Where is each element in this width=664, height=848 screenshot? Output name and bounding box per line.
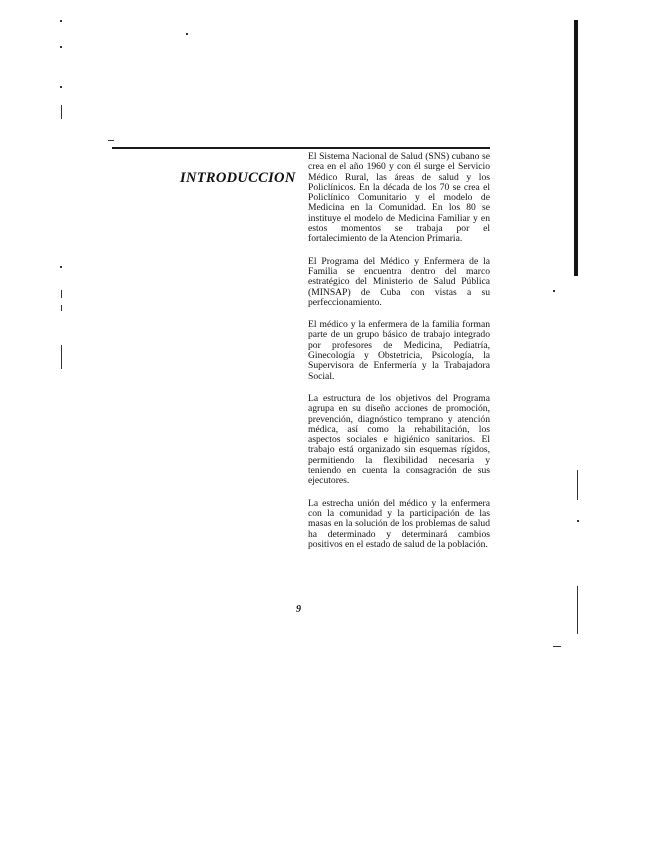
scan-speck [553,290,555,292]
page-number: 9 [296,604,301,615]
scan-dash [553,646,561,647]
paragraph-2: El Programa del Médico y Enfermera de la Familia se encuentra dentro del marco estratégico del Ministerio de Salud Pública (MINSAP) de Cuba con vistas a su perfeccionamiento. [308,255,490,308]
paragraph-4: La estructura de los objetivos del Programa agrupa en su diseño acciones de promoción, prevención, diagnóstico temprano y atención médica, así como la rehabilitación, los aspectos sociales e higiénico sanitarios. El trabajo está organizado sin esquemas rígidos, permitiendo la flexibilidad necesaria y teniendo en cuenta la consagración de sus ejecutores. [308,392,490,487]
scan-speck [60,86,62,88]
section-heading: INTRODUCCION [180,170,296,186]
paragraph-1: El Sistema Nacional de Salud (SNS) cubano se crea en el año 1960 y con él surge el Servicio Médico Rural, las áreas de salud y los Policlínicos. En la década de los 70 se crea el Policlínico Comunitario y el modelo de Medicina en la Comunidad. En los 80 se instituye el modelo de Medicina Familiar y en estos momentos se trabaja por el fortalecimiento de la Atencion Primaria. [308,151,490,245]
scan-tick [577,586,578,634]
scan-speck [60,20,62,22]
scan-speck [60,46,62,48]
scan-tick [61,305,62,311]
scan-speck [577,520,579,522]
scan-speck [60,266,62,268]
scan-tick [577,470,578,500]
scan-speck [186,33,188,35]
scan-tick [61,105,62,119]
scan-dash [108,140,114,141]
scan-tick [61,290,62,298]
scan-edge-bar [574,20,578,276]
paragraph-3: El médico y la enfermera de la familia forman parte de un grupo básico de trabajo integrado por profesores de Medicina, Pediatría, Ginecología y Obstetricia, Psicología, la Supervisora de Enfermería y la Trabajadora Social. [308,319,490,382]
scan-tick [61,345,62,369]
body-column [308,152,490,550]
top-rule [112,147,490,149]
paragraph-5: La estrecha unión del médico y la enfermera con la comunidad y la participación de las masas en la solución de los problemas de salud ha determinado y determinará cambios positivos en el estado de salud de la población. [308,497,490,550]
